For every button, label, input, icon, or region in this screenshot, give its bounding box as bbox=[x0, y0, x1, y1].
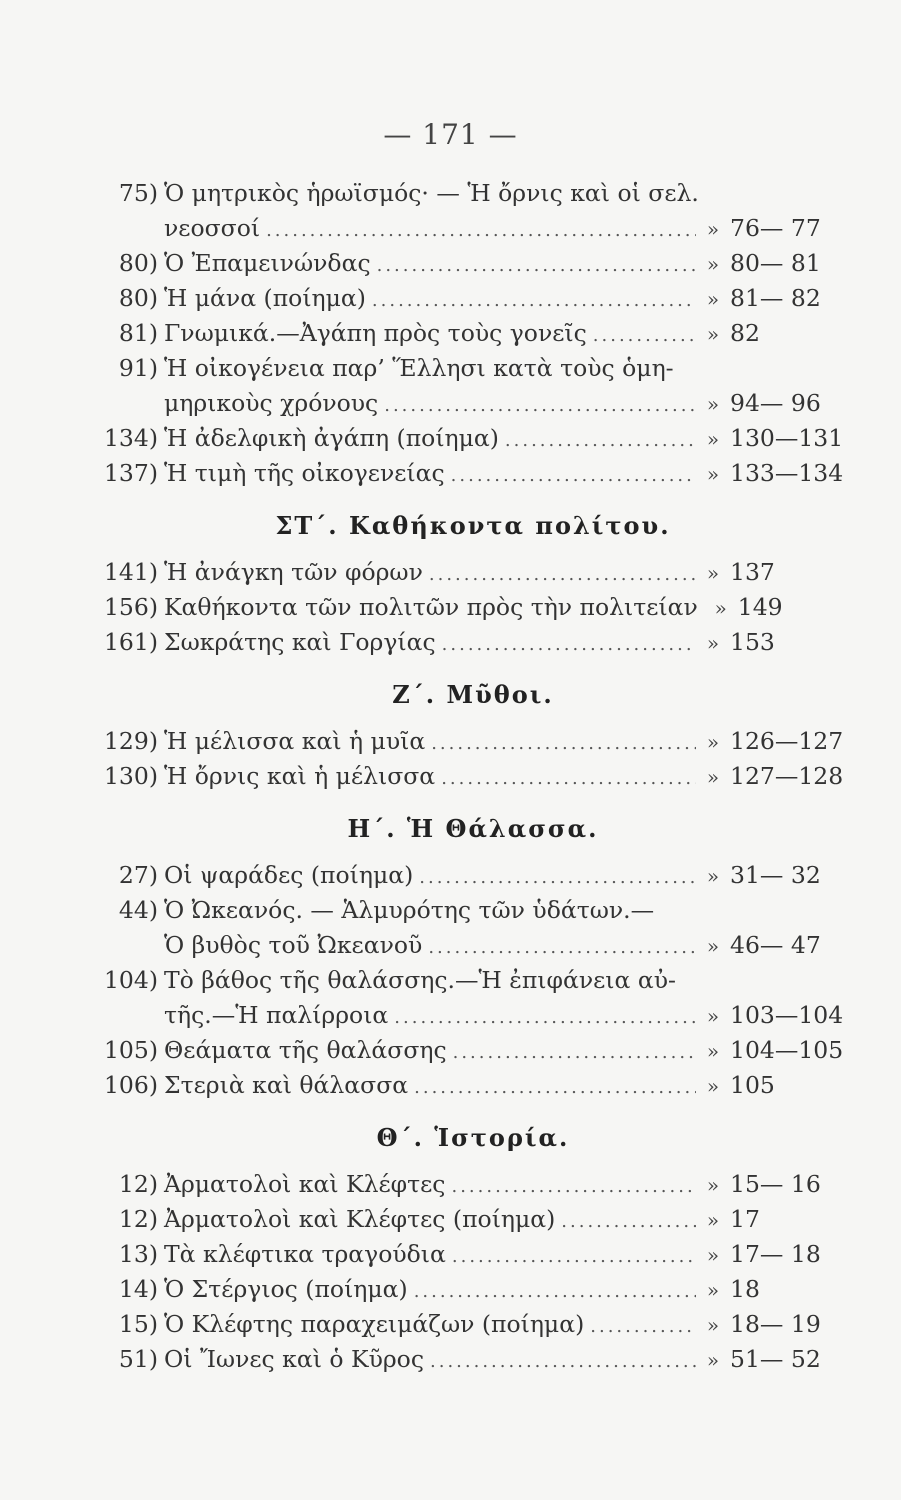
entry-number: 161) bbox=[103, 628, 158, 656]
toc-entry bbox=[88, 316, 858, 351]
toc-entry bbox=[88, 724, 858, 759]
entry-title: Στεριὰ καὶ θάλασσα bbox=[164, 1071, 409, 1099]
leader-dots bbox=[442, 627, 696, 662]
toc-entry bbox=[88, 963, 858, 998]
entry-pages: 149 bbox=[737, 593, 783, 621]
entry-pages: 126—127 bbox=[730, 727, 844, 755]
entry-number: 80) bbox=[118, 249, 158, 277]
entry-number: 141) bbox=[103, 558, 158, 586]
toc-entry bbox=[88, 590, 858, 625]
ditto-mark: » bbox=[706, 1004, 720, 1028]
ditto-mark: » bbox=[706, 765, 720, 789]
ditto-mark: » bbox=[706, 631, 720, 655]
entry-number: 137) bbox=[103, 459, 158, 487]
leader-dots bbox=[266, 213, 696, 248]
ditto-mark: » bbox=[706, 864, 720, 888]
entry-number: 12) bbox=[118, 1205, 158, 1233]
leader-dots bbox=[394, 1000, 696, 1035]
leader-dots bbox=[452, 1239, 696, 1274]
toc-entry bbox=[88, 1068, 858, 1103]
entry-pages: 94— 96 bbox=[730, 389, 821, 417]
entry-number: 75) bbox=[118, 179, 158, 207]
ditto-mark: » bbox=[706, 217, 720, 241]
ditto-mark: » bbox=[706, 1173, 720, 1197]
leader-dots bbox=[414, 1070, 696, 1105]
entry-pages: 17 bbox=[730, 1205, 760, 1233]
entry-title: Τὸ βάθος τῆς θαλάσσης.—Ἡ ἐπιφάνεια αὐ- bbox=[164, 966, 676, 994]
entry-pages: 46— 47 bbox=[730, 931, 821, 959]
entry-title: Ἡ ὄρνις καὶ ἡ μέλισσα bbox=[164, 762, 436, 790]
entry-pages: 127—128 bbox=[730, 762, 844, 790]
ditto-mark: » bbox=[706, 1278, 720, 1302]
entry-number: 27) bbox=[118, 861, 158, 889]
entry-number: 12) bbox=[118, 1170, 158, 1198]
entry-title: Ὁ Στέργιος (ποίημα) bbox=[164, 1275, 408, 1303]
entry-number: 156) bbox=[103, 593, 158, 621]
toc-entry bbox=[88, 1202, 858, 1237]
toc-entry bbox=[88, 1033, 858, 1068]
toc-entry bbox=[88, 456, 858, 491]
entry-title: Ἡ οἰκογένεια παρ’ Ἕλλησι κατὰ τοὺς ὁμη- bbox=[164, 354, 674, 382]
entry-title: Ἀρματολοὶ καὶ Κλέφτες (ποίημα) bbox=[164, 1205, 556, 1233]
entry-pages: 137 bbox=[730, 558, 775, 586]
entry-title: Ἡ ἀνάγκη τῶν φόρων bbox=[164, 558, 423, 586]
ditto-mark: » bbox=[706, 392, 720, 416]
section-heading: Θ΄. Ἱστορία. bbox=[376, 1123, 570, 1152]
entry-number: 134) bbox=[103, 424, 158, 452]
ditto-mark: » bbox=[706, 1243, 720, 1267]
entry-title-continued: Ὁ βυθὸς τοῦ Ὠκεανοῦ bbox=[164, 931, 423, 959]
ditto-mark: » bbox=[706, 1039, 720, 1063]
toc-entry bbox=[88, 1167, 858, 1202]
entry-title: Καθήκοντα τῶν πολιτῶν πρὸς τὴν πολιτείαν bbox=[164, 593, 698, 621]
page-number: — 171 — bbox=[383, 118, 518, 151]
entry-pages: 133—134 bbox=[730, 459, 844, 487]
section-heading: ΣΤ΄. Καθήκοντα πολίτου. bbox=[275, 511, 671, 540]
toc-entry bbox=[88, 1272, 858, 1307]
toc-entry-continuation bbox=[88, 928, 858, 963]
leader-dots bbox=[505, 423, 696, 458]
toc-entry bbox=[88, 351, 858, 386]
entry-pages: 51— 52 bbox=[730, 1345, 821, 1373]
entry-pages: 103—104 bbox=[730, 1001, 844, 1029]
ditto-mark: » bbox=[706, 1313, 720, 1337]
toc-entry bbox=[88, 1307, 858, 1342]
entry-title-continued: νεοσσοί bbox=[164, 214, 261, 242]
leader-dots bbox=[593, 318, 696, 353]
toc-entry-continuation bbox=[88, 998, 858, 1033]
leader-dots bbox=[384, 388, 696, 423]
ditto-mark: » bbox=[706, 1208, 720, 1232]
entry-pages: 153 bbox=[730, 628, 775, 656]
entry-title: Ἡ μέλισσα καὶ ἡ μυῖα bbox=[164, 727, 426, 755]
toc-entry bbox=[88, 555, 858, 590]
toc-entry bbox=[88, 1237, 858, 1272]
entry-pages: 81— 82 bbox=[730, 284, 821, 312]
entry-number: 81) bbox=[118, 319, 158, 347]
entry-title: Οἱ ψαράδες (ποίημα) bbox=[164, 861, 414, 889]
entry-title: Ἀρματολοὶ καὶ Κλέφτες bbox=[164, 1170, 446, 1198]
toc-entry bbox=[88, 759, 858, 794]
toc-entry-continuation bbox=[88, 386, 858, 421]
entry-pages: 82 bbox=[730, 319, 760, 347]
toc-entry bbox=[88, 246, 858, 281]
entry-number: 104) bbox=[103, 966, 158, 994]
entry-title: Ἡ τιμὴ τῆς οἰκογενείας bbox=[164, 459, 445, 487]
entry-title: Θεάματα τῆς θαλάσσης bbox=[164, 1036, 447, 1064]
ditto-mark: » bbox=[706, 730, 720, 754]
ditto-mark: » bbox=[706, 427, 720, 451]
toc-entry bbox=[88, 1342, 858, 1377]
entry-number: 91) bbox=[118, 354, 158, 382]
toc-entry bbox=[88, 893, 858, 928]
entry-title-continued: τῆς.—Ἡ παλίρροια bbox=[164, 1001, 389, 1029]
entry-number: 105) bbox=[103, 1036, 158, 1064]
entry-title: Ἡ μάνα (ποίημα) bbox=[164, 284, 366, 312]
leader-dots bbox=[429, 557, 696, 592]
toc-entry bbox=[88, 281, 858, 316]
entry-number: 44) bbox=[118, 896, 158, 924]
leader-dots bbox=[453, 1035, 696, 1070]
entry-pages: 76— 77 bbox=[730, 214, 821, 242]
toc-entry bbox=[88, 858, 858, 893]
ditto-mark: » bbox=[706, 561, 720, 585]
entry-pages: 17— 18 bbox=[730, 1240, 821, 1268]
entry-pages: 18 bbox=[730, 1275, 760, 1303]
leader-dots bbox=[414, 1274, 696, 1309]
ditto-mark: » bbox=[706, 462, 720, 486]
entry-pages: 18— 19 bbox=[730, 1310, 821, 1338]
table-of-contents bbox=[88, 176, 858, 1377]
entry-pages: 15— 16 bbox=[730, 1170, 821, 1198]
entry-number: 13) bbox=[118, 1240, 158, 1268]
section-heading: Ζ΄. Μῦθοι. bbox=[392, 680, 554, 709]
leader-dots bbox=[451, 1169, 696, 1204]
entry-pages: 80— 81 bbox=[730, 249, 821, 277]
entry-number: 130) bbox=[103, 762, 158, 790]
leader-dots bbox=[372, 283, 696, 318]
ditto-mark: » bbox=[706, 322, 720, 346]
entry-number: 15) bbox=[118, 1310, 158, 1338]
leader-dots bbox=[377, 248, 696, 283]
entry-number: 80) bbox=[118, 284, 158, 312]
toc-entry bbox=[88, 421, 858, 456]
toc-entry bbox=[88, 176, 858, 211]
entry-title: Οἱ Ἴωνες καὶ ὁ Κῦρος bbox=[164, 1345, 424, 1373]
entry-title: Ὁ Ὠκεανός. — Ἁλμυρότης τῶν ὑδάτων.— bbox=[164, 896, 655, 924]
ditto-mark: » bbox=[714, 596, 727, 620]
ditto-mark: » bbox=[706, 287, 720, 311]
entry-title: Ἡ ἀδελφικὴ ἀγάπη (ποίημα) bbox=[164, 424, 499, 452]
entry-title: Ὁ Κλέφτης παραχειμάζων (ποίημα) bbox=[164, 1310, 585, 1338]
leader-dots bbox=[561, 1204, 696, 1239]
leader-dots bbox=[428, 930, 696, 965]
ditto-mark: » bbox=[706, 934, 720, 958]
leader-dots bbox=[441, 761, 696, 796]
entry-title: Ὁ μητρικὸς ἡρωϊσμός· — Ἡ ὄρνις καὶ οἱ σελ. bbox=[164, 179, 699, 207]
entry-pages: 105 bbox=[730, 1071, 775, 1099]
toc-entry-continuation bbox=[88, 211, 858, 246]
entry-title: Γνωμικά.—Ἀγάπη πρὸς τοὺς γονεῖς bbox=[164, 319, 587, 347]
entry-number: 129) bbox=[103, 727, 158, 755]
entry-number: 106) bbox=[103, 1071, 158, 1099]
leader-dots bbox=[431, 726, 696, 761]
entry-number: 14) bbox=[118, 1275, 158, 1303]
entry-pages: 31— 32 bbox=[730, 861, 821, 889]
entry-title: Σωκράτης καὶ Γοργίας bbox=[164, 628, 436, 656]
leader-dots bbox=[451, 458, 696, 493]
leader-dots bbox=[590, 1309, 696, 1344]
entry-pages: 104—105 bbox=[730, 1036, 844, 1064]
leader-dots bbox=[419, 860, 696, 895]
leader-dots bbox=[430, 1344, 696, 1379]
toc-entry bbox=[88, 625, 858, 660]
ditto-mark: » bbox=[706, 1348, 720, 1372]
section-heading: Η΄. Ἡ Θάλασσα. bbox=[347, 814, 599, 843]
entry-title: Τὰ κλέφτικα τραγούδια bbox=[164, 1240, 446, 1268]
ditto-mark: » bbox=[706, 252, 720, 276]
entry-number: 51) bbox=[118, 1345, 158, 1373]
entry-pages: 130—131 bbox=[730, 424, 844, 452]
ditto-mark: » bbox=[706, 1074, 720, 1098]
entry-title: Ὁ Ἐπαμεινώνδας bbox=[164, 249, 371, 277]
entry-title-continued: μηρικοὺς χρόνους bbox=[164, 389, 379, 417]
